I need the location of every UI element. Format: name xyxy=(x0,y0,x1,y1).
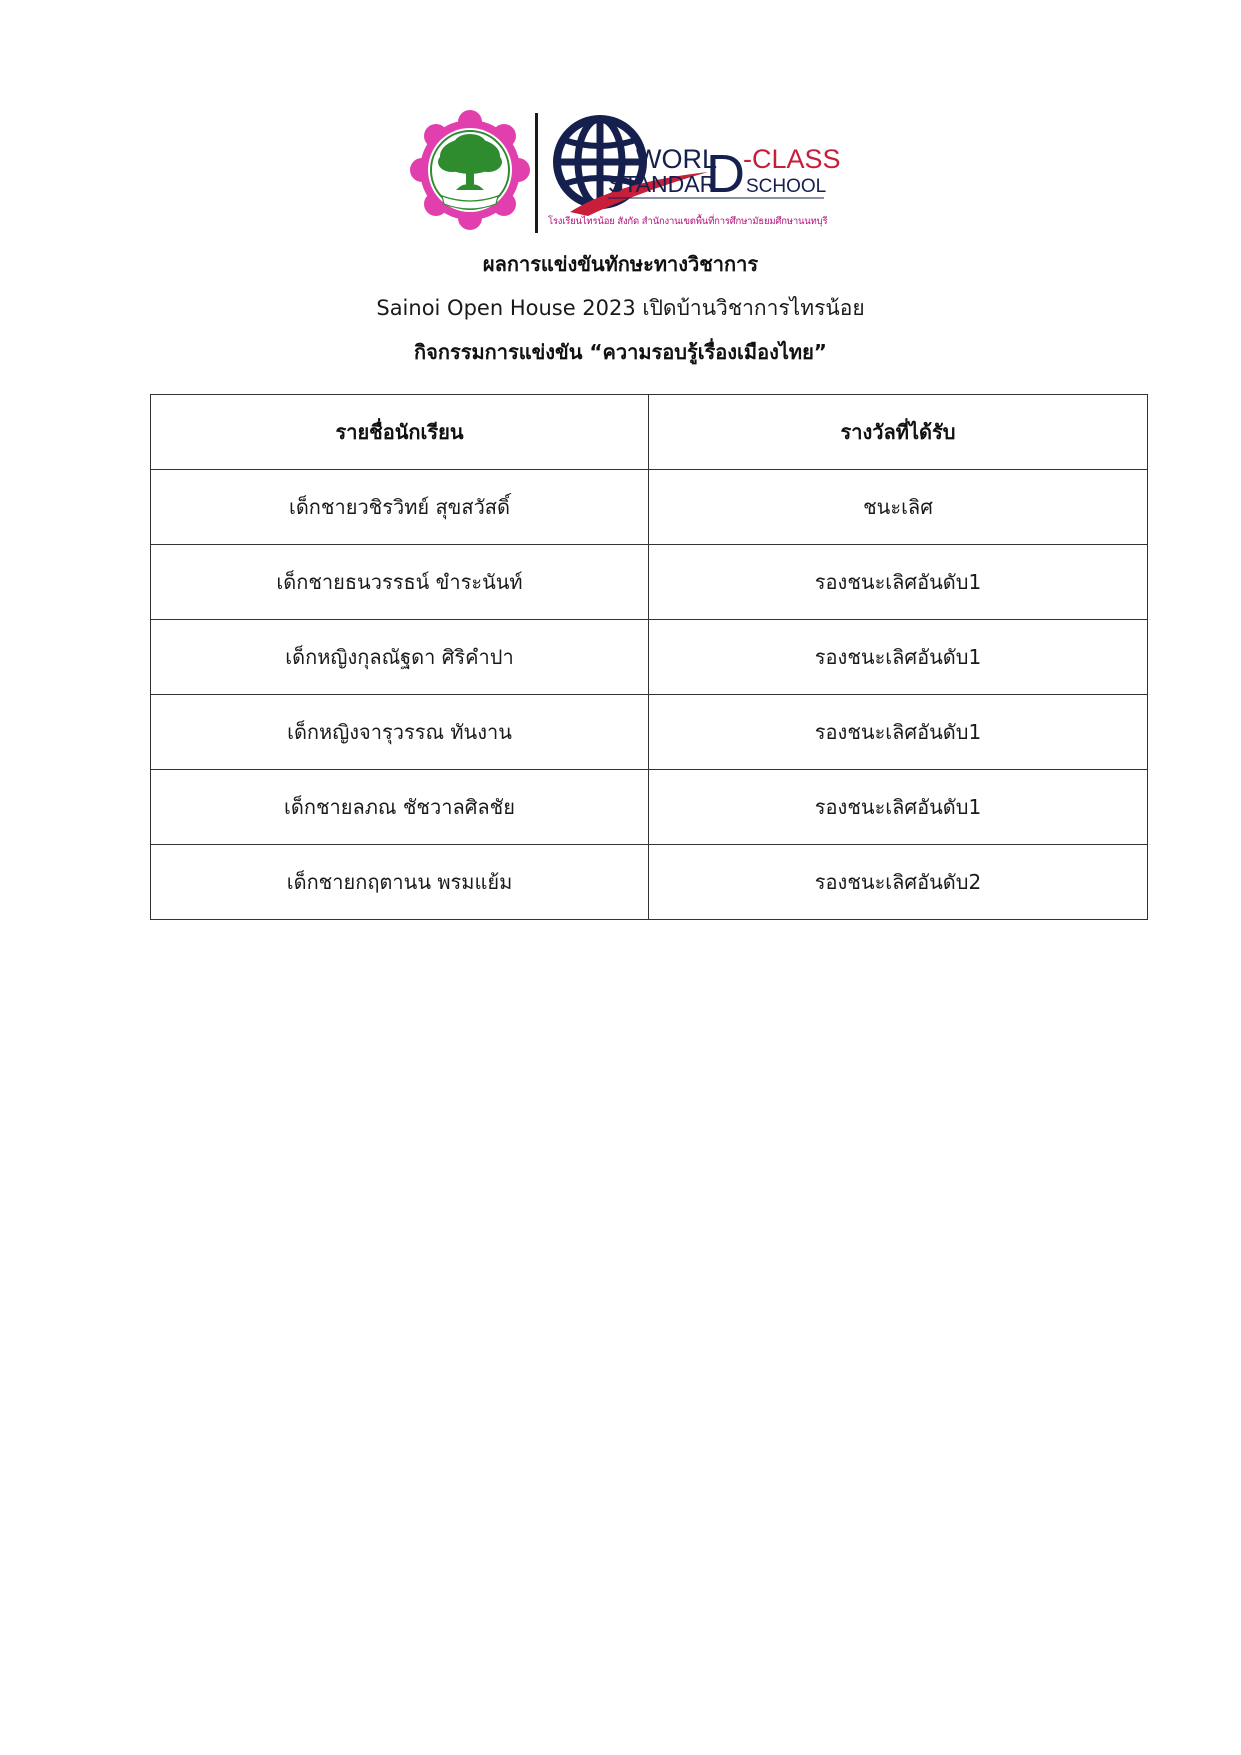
award-cell: รองชนะเลิศอันดับ2 xyxy=(649,845,1148,920)
logo-caption: โรงเรียนไทรน้อย สังกัด สำนักงานเขตพื้นที่การศึกษามัธยมศึกษานนทบุรี xyxy=(548,216,828,227)
activity-title: กิจกรรมการแข่งขัน “ความรอบรู้เรื่องเมืองไทย” xyxy=(414,340,827,364)
logo-word-standard: STANDAR xyxy=(608,171,717,197)
column-header-award: รางวัลที่ได้รับ xyxy=(649,395,1148,470)
student-name-cell: เด็กชายวชิรวิทย์ สุขสวัสดิ์ xyxy=(151,470,649,545)
logo-word-school: SCHOOL xyxy=(746,176,827,197)
results-table xyxy=(150,394,1148,920)
page-subtitle: Sainoi Open House 2023 เปิดบ้านวิชาการไทรน้อย xyxy=(376,296,865,320)
logo-divider xyxy=(535,113,538,233)
table-header-row xyxy=(151,395,1148,470)
table-row xyxy=(151,545,1148,620)
table-row xyxy=(151,770,1148,845)
table-row xyxy=(151,845,1148,920)
table-row xyxy=(151,470,1148,545)
school-seal-icon xyxy=(408,110,532,230)
award-cell: รองชนะเลิศอันดับ1 xyxy=(649,545,1148,620)
award-cell: รองชนะเลิศอันดับ1 xyxy=(649,770,1148,845)
column-header-student: รายชื่อนักเรียน xyxy=(151,395,649,470)
student-name-cell: เด็กชายธนวรรธน์ ขำระนันท์ xyxy=(151,545,649,620)
logo-word-world: WORL xyxy=(636,144,717,174)
student-name-cell: เด็กหญิงกุลณัฐดา ศิริคำปา xyxy=(151,620,649,695)
page-title: ผลการแข่งขันทักษะทางวิชาการ xyxy=(482,252,759,276)
student-name-cell: เด็กหญิงจารุวรรณ ทันงาน xyxy=(151,695,649,770)
award-cell: ชนะเลิศ xyxy=(649,470,1148,545)
student-name-cell: เด็กชายกฤตานน พรมแย้ม xyxy=(151,845,649,920)
table-row xyxy=(151,620,1148,695)
award-cell: รองชนะเลิศอันดับ1 xyxy=(649,620,1148,695)
logo-word-class: -CLASS xyxy=(743,144,841,174)
table-row xyxy=(151,695,1148,770)
student-name-cell: เด็กชายลภณ ชัชวาลศิลชัย xyxy=(151,770,649,845)
award-cell: รองชนะเลิศอันดับ1 xyxy=(649,695,1148,770)
logo-block xyxy=(408,108,841,238)
logo-letter-d: D xyxy=(706,144,745,204)
